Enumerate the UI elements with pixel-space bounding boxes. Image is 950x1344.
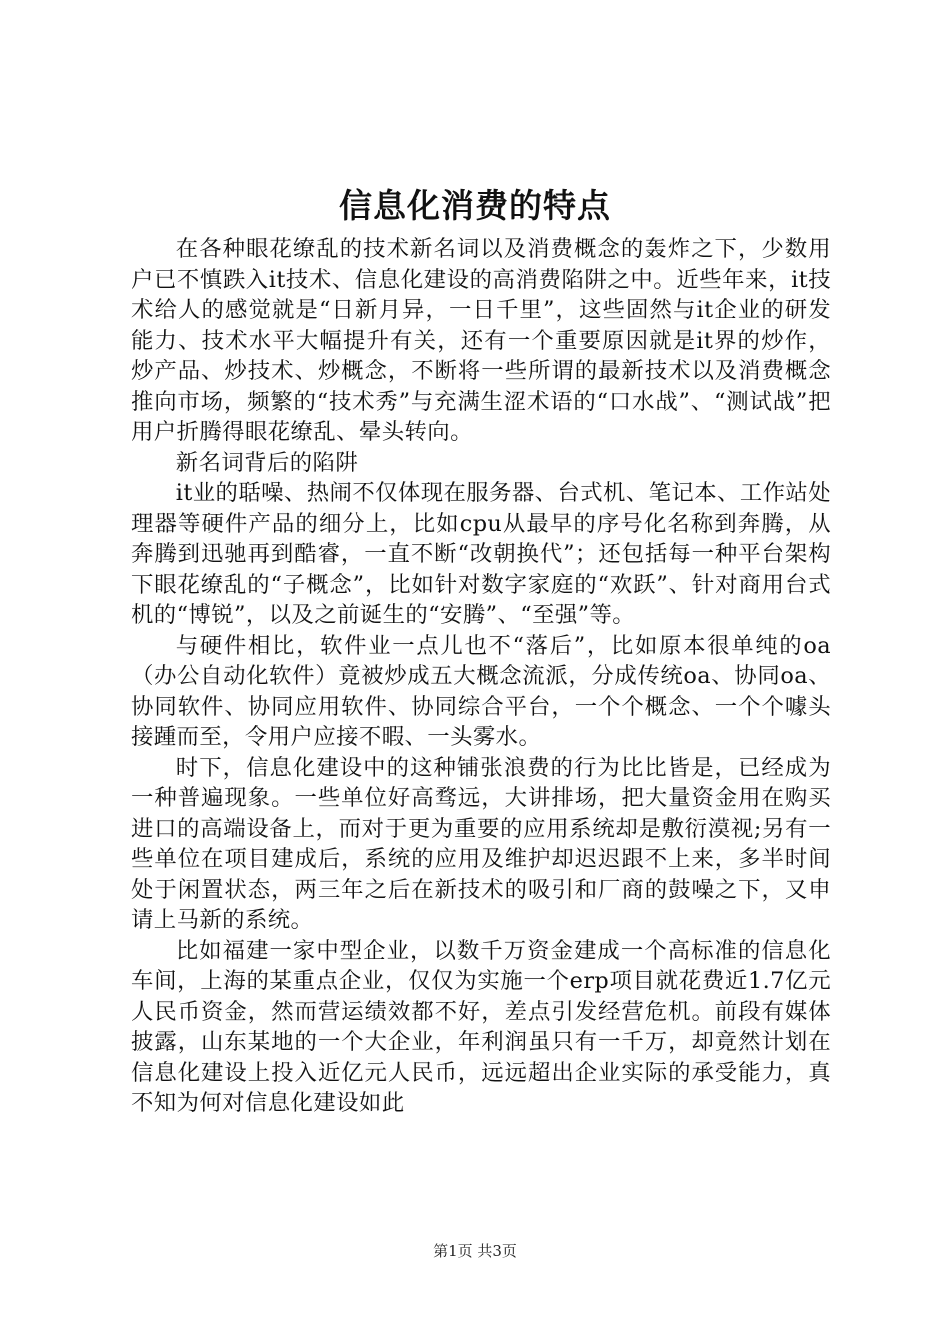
paragraph-waste: 时下，信息化建设中的这种铺张浪费的行为比比皆是，已经成为一种普遍现象。一些单位好高骛远，大讲排场，把大量资金用在购买进口的高端设备上，而对于更为重要的应用系统却是敷衍漠视;另有一些单位在项目建成后，系统的应用及维护却迟迟跟不上来，多半时间处于闲置状态，两三年之后在新技术的吸引和厂商的鼓噪之下，又申请上马新的系统。 [131, 754, 831, 933]
paragraph-software: 与硬件相比，软件业一点儿也不“落后”，比如原本很单纯的oa（办公自动化软件）竟被炒成五大概念流派，分成传统oa、协同oa、协同软件、协同应用软件、协同综合平台，一个个概念、一个个噱头接踵而至，令用户应接不暇、一头雾水。 [131, 632, 831, 750]
document-title: 信息化消费的特点 [339, 186, 611, 225]
paragraph-hardware: it业的聒噪、热闹不仅体现在服务器、台式机、笔记本、工作站处理器等硬件产品的细分上，比如cpu从最早的序号化名称到奔腾，从奔腾到迅驰再到酷睿，一直不断“改朝换代”；还包括每一种平台架构下眼花缭乱的“子概念”，比如针对数字家庭的“欢跃”、针对商用台式机的“博锐”，以及之前诞生的“安腾”、“至强”等。 [131, 480, 831, 628]
section-heading: 新名词背后的陷阱 [175, 449, 359, 476]
page-number-footer: 第1页 共3页 [433, 1242, 517, 1260]
paragraph-intro: 在各种眼花缭乱的技术新名词以及消费概念的轰炸之下，少数用户已不慎跌入it技术、信息化建设的高消费陷阱之中。近些年来，it技术给人的感觉就是“日新月异，一日千里”，这些固然与it企业的研发能力、技术水平大幅提升有关，还有一个重要原因就是it界的炒作，炒产品、炒技术、炒概念，不断将一些所谓的最新技术以及消费概念推向市场，频繁的“技术秀”与充满生涩术语的“口水战”、“测试战”把用户折腾得眼花缭乱、晕头转向。 [131, 236, 831, 445]
document-body [131, 234, 831, 1119]
paragraph-examples: 比如福建一家中型企业，以数千万资金建成一个高标准的信息化车间，上海的某重点企业，仅仅为实施一个erp项目就花费近1.7亿元人民币资金，然而营运绩效都不好，差点引发经营危机。前段有媒体披露，山东某地的一个大企业，年利润虽只有一千万，却竟然计划在信息化建设上投入近亿元人民币，远远超出企业实际的承受能力，真不知为何对信息化建设如此 [131, 937, 831, 1116]
